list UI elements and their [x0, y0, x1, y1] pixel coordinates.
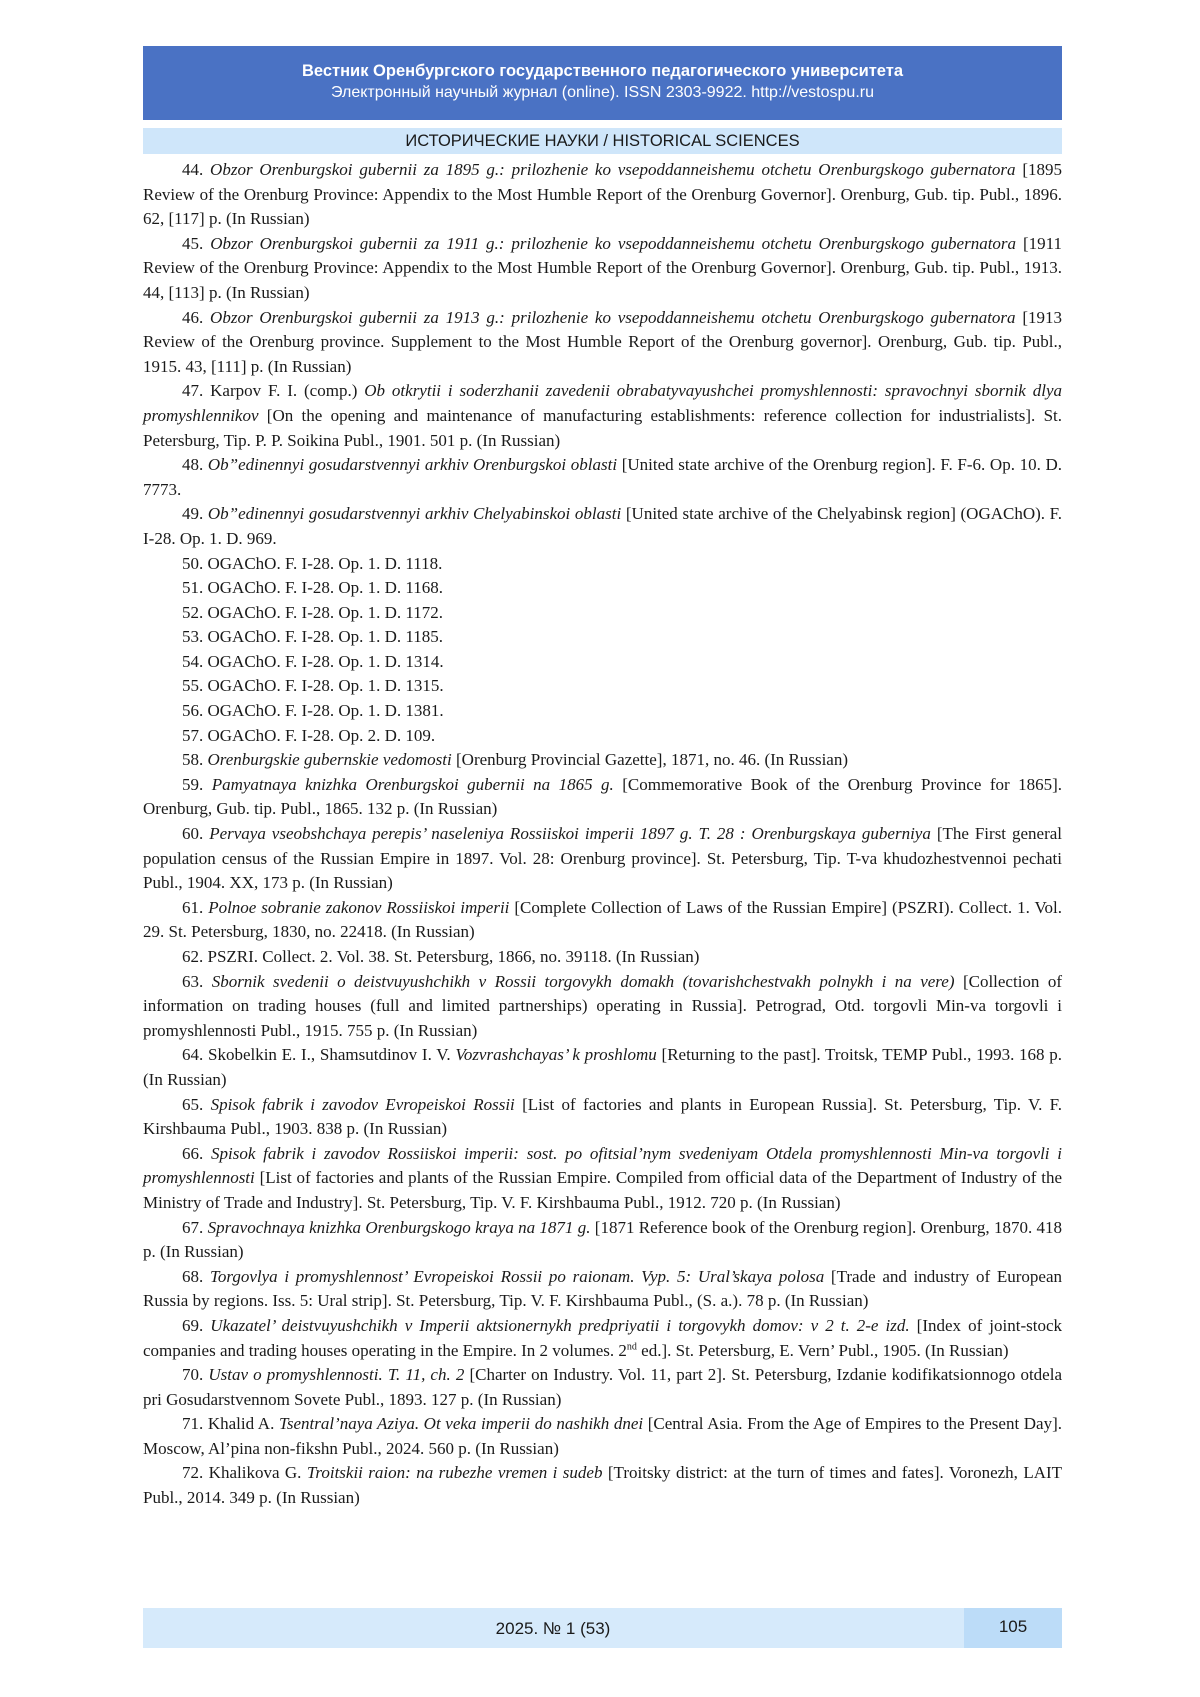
reference-number: 67. — [182, 1217, 204, 1237]
reference-item — [143, 552, 1062, 577]
reference-item — [143, 674, 1062, 699]
reference-number: 72. — [182, 1463, 204, 1483]
reference-title: Tsentral’naya Aziya. Ot veka imperii do nashikh dnei — [278, 1414, 644, 1434]
reference-number: 51. — [182, 578, 204, 598]
reference-details: [On the opening and maintenance of manufacturing establishments: reference collection for industrialists]. St. Petersburg, Tip. P. P. Soikina Publ., 1901. 501 p. (In Russian) — [143, 405, 1062, 450]
reference-number: 50. — [182, 553, 204, 573]
issue-number: 2025. № 1 (53) — [495, 1619, 611, 1638]
journal-subtitle: Электронный научный журнал (online). ISSN 2303-9922. http://vestospu.ru — [331, 84, 874, 101]
reference-number: 71. — [182, 1414, 204, 1434]
reference-author: OGAChO. F. I-28. Op. 1. D. 1315. — [207, 676, 444, 696]
reference-details: [List of factories and plants in European Russia]. St. Petersburg, Tip. V. F. Kirshbauma Publ., 1903. 838 p. (In Russian) — [143, 1094, 1062, 1139]
reference-number: 46. — [182, 307, 204, 327]
reference-number: 68. — [182, 1266, 204, 1286]
reference-number: 56. — [182, 701, 204, 721]
reference-details: [Trade and industry of European Russia by regions. Iss. 5: Ural strip]. St. Petersburg, Tip. V. F. Kirshbauma Publ., (S. a.). 78 p. (In Russian) — [143, 1266, 1063, 1311]
reference-details: [United state archive of the Chelyabinsk region] (OGAChO). F. I-28. Op. 1. D. 969. — [143, 504, 1063, 548]
reference-number: 52. — [182, 602, 204, 622]
reference-number: 62. — [182, 947, 204, 966]
reference-details: [Charter on Industry. Vol. 11, part 2]. St. Petersburg, Izdanie kodifikatsionnogo otdela pri Gosudarstvennom Sovete Publ., 1893. 127 p. (In Russian) — [143, 1365, 1063, 1409]
reference-title: Pervaya vseobshchaya perepis’ naseleniya Rossiiskoi imperii 1897 g. T. 28 : Orenburgskaya guberniya — [209, 824, 931, 844]
journal-title: Вестник Оренбургского государственного педагогического университета — [301, 62, 904, 80]
reference-author: OGAChO. F. I-28. Op. 1. D. 1185. — [207, 627, 444, 647]
reference-number: 66. — [182, 1143, 204, 1163]
reference-item — [143, 1216, 1062, 1265]
reference-number: 53. — [182, 627, 204, 647]
reference-title: Obzor Orenburgskoi gubernii za 1911 g.: prilozhenie ko vsepoddanneishemu otchetu Orenburgskogo gubernatora — [210, 233, 1017, 253]
reference-title: Ob”edinennyi gosudarstvennyi arkhiv Chelyabinskoi oblasti — [207, 504, 622, 524]
reference-item — [143, 822, 1062, 896]
reference-title: Spravochnaya knizhka Orenburgskogo kraya na 1871 g. — [207, 1217, 591, 1237]
reference-title: Troitskii raion: na rubezhe vremen i sudeb — [306, 1463, 603, 1483]
reference-item — [143, 306, 1062, 380]
reference-item — [143, 502, 1062, 551]
reference-item — [143, 945, 1062, 970]
reference-number: 54. — [182, 651, 204, 671]
reference-number: 48. — [182, 455, 204, 475]
reference-item — [143, 1142, 1062, 1216]
reference-item — [143, 576, 1062, 601]
reference-details: [Index of joint-stock companies and trading houses operating in the Empire. In 2 volumes. 2 — [143, 1315, 1063, 1360]
reference-author: OGAChO. F. I-28. Op. 1. D. 1168. — [207, 578, 444, 598]
reference-title: Torgovlya i promyshlennost’ Evropeiskoi Rossii po raionam. Vyp. 5: Ural’skaya polosa — [209, 1266, 825, 1286]
reference-details: [Collection of information on trading houses (full and limited partnerships) operating in Russia]. Petrograd, Otd. torgovli Min-va torgovli i promyshlennosti Publ., 1915. 755 p. (In Russian) — [143, 971, 1063, 1040]
reference-author: Khalid A. — [207, 1414, 275, 1434]
page-footer — [143, 1608, 1062, 1648]
reference-details: [1911 Review of the Orenburg Province: Appendix to the Most Humble Report of the Orenburg Governor]. Orenburg, Gub. tip. Publ., 1913. 44, [113] p. (In Russian) — [143, 233, 1063, 302]
reference-number: 45. — [182, 233, 204, 253]
reference-number: 64. — [182, 1045, 204, 1065]
reference-author: OGAChO. F. I-28. Op. 1. D. 1381. — [207, 701, 444, 721]
reference-item — [143, 379, 1062, 453]
reference-number: 55. — [182, 676, 204, 696]
reference-item — [143, 1043, 1062, 1092]
reference-author: OGAChO. F. I-28. Op. 1. D. 1118. — [207, 553, 443, 573]
reference-number: 61. — [182, 897, 204, 917]
reference-details: [Complete Collection of Laws of the Russian Empire] (PSZRI). Collect. 1. Vol. 29. St. Petersburg, 1830, no. 22418. (In Russian) — [143, 897, 1063, 942]
reference-author: Karpov F. I. (comp.) — [210, 381, 358, 401]
reference-author: PSZRI. Collect. 2. Vol. 38. St. Petersburg, 1866, no. 39118. (In Russian) — [207, 947, 700, 966]
reference-title: Spisok fabrik i zavodov Rossiiskoi imperii: sost. po ofitsial’nym svedeniyam Otdela promyshlennosti Min-va torgovli i promyshlennosti — [143, 1143, 1063, 1188]
reference-details: [List of factories and plants of the Russian Empire. Compiled from official data of the Department of Industry of the Ministry of Trade and Industry]. St. Petersburg, Tip. V. F. Kirshbauma Publ., 1912. 720 p. (In Russian) — [143, 1168, 1062, 1212]
reference-author: OGAChO. F. I-28. Op. 2. D. 109. — [207, 725, 436, 745]
reference-details: [The First general population census of the Russian Empire in 1897. Vol. 28: Orenburg province]. St. Petersburg, Tip. T-va khudozhestvennoi pechati Publ., 1904. XX, 173 p. (In Russian) — [143, 824, 1062, 893]
reference-title: Obzor Orenburgskoi gubernii za 1895 g.: prilozhenie ko vsepoddanneishemu otchetu Orenburgskogo gubernatora — [210, 160, 1016, 179]
reference-title: Pamyatnaya knizhka Orenburgskoi gubernii na 1865 g. — [211, 774, 614, 794]
journal-header — [143, 46, 1062, 120]
reference-item — [143, 1314, 1062, 1363]
reference-item — [143, 232, 1062, 306]
reference-item — [143, 970, 1062, 1044]
reference-details: [1895 Review of the Orenburg Province: Appendix to the Most Humble Report of the Orenburg Governor]. Orenburg, Gub. tip. Publ., 1896. 62, [117] p. (In Russian) — [143, 160, 1063, 229]
reference-number: 44. — [182, 160, 204, 179]
reference-item — [143, 158, 1062, 232]
reference-title: Ukazatel’ deistvuyushchikh v Imperii aktsionernykh predpriyatii i torgovykh domov: v 2 t. 2-e izd. — [210, 1315, 910, 1335]
reference-details: [1913 Review of the Orenburg province. Supplement to the Most Humble Report of the Orenburg governor]. Orenburg, Gub. tip. Publ., 1915. 43, [111] p. (In Russian) — [143, 307, 1063, 376]
page — [143, 46, 1062, 1511]
reference-title: Orenburgskie gubernskie vedomosti — [207, 750, 452, 770]
reference-number: 58. — [182, 750, 204, 770]
reference-number: 60. — [182, 824, 204, 844]
reference-author: OGAChO. F. I-28. Op. 1. D. 1314. — [207, 651, 444, 671]
reference-number: 57. — [182, 725, 204, 745]
reference-details: [Commemorative Book of the Orenburg Province for 1865]. Orenburg, Gub. tip. Publ., 1865. 132 p. (In Russian) — [143, 774, 1063, 819]
reference-details: [Troitsky district: at the turn of times and fates]. Voronezh, LAIT Publ., 2014. 349 p. (In Russian) — [143, 1463, 1063, 1508]
reference-item — [143, 1461, 1062, 1510]
reference-title: Obzor Orenburgskoi gubernii za 1913 g.: prilozhenie ko vsepoddanneishemu otchetu Orenburgskogo gubernatora — [210, 307, 1016, 327]
reference-item — [143, 1093, 1062, 1142]
reference-details: [Orenburg Provincial Gazette], 1871, no. 46. (In Russian) — [456, 750, 849, 770]
reference-title: Ustav o promyshlennosti. T. 11, ch. 2 — [208, 1365, 465, 1385]
reference-title: Ob”edinennyi gosudarstvennyi arkhiv Orenburgskoi oblasti — [207, 455, 618, 475]
reference-title: Sbornik svedenii o deistvuyushchikh v Rossii torgovykh domakh (tovarishchestvakh polnykh i na vere) — [211, 971, 955, 991]
reference-item — [143, 1363, 1062, 1412]
reference-number: 63. — [182, 971, 204, 991]
reference-details: [Central Asia. From the Age of Empires to the Present Day]. Moscow, Al’pina non-fikshn Publ., 2024. 560 p. (In Russian) — [143, 1414, 1063, 1458]
reference-details: [United state archive of the Orenburg region]. F. F-6. Op. 10. D. 7773. — [143, 455, 1062, 499]
reference-number: 69. — [182, 1315, 204, 1335]
reference-details: [Returning to the past]. Troitsk, TEMP Publ., 1993. 168 p. (In Russian) — [143, 1045, 1063, 1089]
reference-item — [143, 625, 1062, 650]
reference-item — [143, 650, 1062, 675]
reference-details-continued: ed.]. St. Petersburg, E. Vern’ Publ., 1905. (In Russian) — [636, 1340, 1009, 1360]
reference-item — [143, 1265, 1062, 1314]
reference-number: 49. — [182, 504, 204, 524]
page-number: 105 — [964, 1608, 1062, 1648]
reference-number: 65. — [182, 1094, 204, 1114]
reference-number: 59. — [182, 774, 204, 794]
reference-author: Skobelkin E. I., Shamsutdinov I. V. — [207, 1045, 451, 1065]
reference-item — [143, 453, 1062, 502]
reference-author: Khalikova G. — [208, 1463, 302, 1483]
reference-details: [1871 Reference book of the Orenburg region]. Orenburg, 1870. 418 p. (In Russian) — [143, 1217, 1063, 1262]
reference-item — [143, 699, 1062, 724]
reference-item — [143, 1412, 1062, 1461]
reference-number: 70. — [182, 1365, 204, 1385]
reference-title: Spisok fabrik i zavodov Evropeiskoi Rossii — [210, 1094, 515, 1114]
reference-title: Polnoe sobranie zakonov Rossiiskoi imperii — [208, 897, 510, 917]
reference-item — [143, 724, 1062, 749]
reference-item — [143, 601, 1062, 626]
reference-number: 47. — [182, 381, 204, 401]
reference-title: Vozvrashchayas’ k proshlomu — [455, 1045, 657, 1065]
reference-item — [143, 748, 1062, 773]
reference-item — [143, 896, 1062, 945]
section-title: ИСТОРИЧЕСКИЕ НАУКИ / HISTORICAL SCIENCES — [143, 128, 1062, 154]
reference-title: Ob otkrytii i soderzhanii zavedenii obrabatyvayushchei promyshlennosti: spravochnyi sbornik dlya promyshlennikov — [143, 381, 1063, 425]
reference-list — [143, 158, 1062, 1511]
reference-superscript: nd — [626, 1340, 637, 1352]
reference-author: OGAChO. F. I-28. Op. 1. D. 1172. — [207, 602, 444, 622]
reference-item — [143, 773, 1062, 822]
